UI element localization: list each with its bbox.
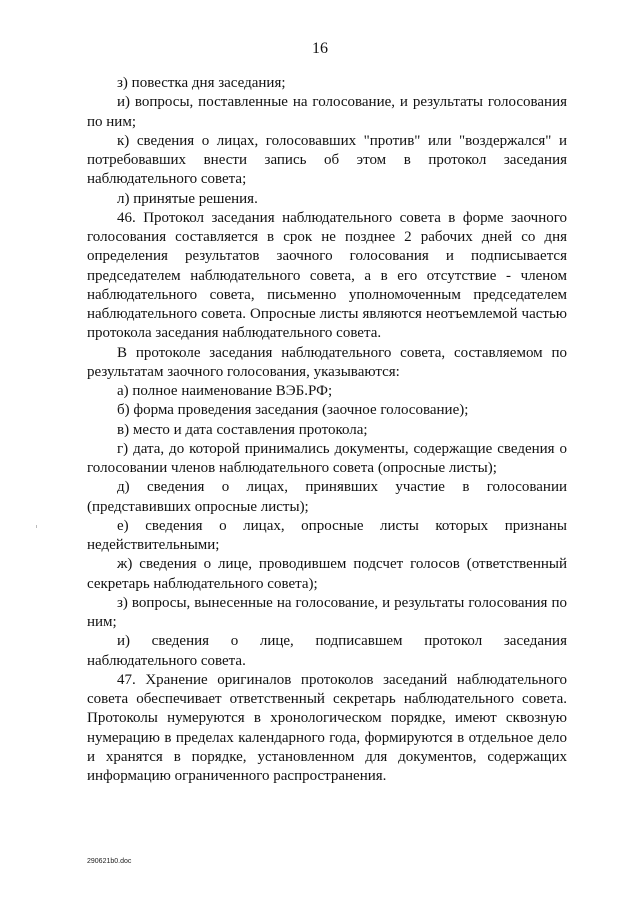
paragraph-46-absentee-protocol: 46. Протокол заседания наблюдательного совета в форме заочного голосования составляется в срок не позднее 2 рабочих дней со дня определения результатов заочного голосования и подписывается председателем наблюдательного совета, а в его отсутствие - членом наблюдательного совета, письменно уполномоченным председателем наблюдательного совета. Опросные листы являются неотъемлемой частью протокола заседания наблюдательного совета. <box>87 209 567 342</box>
paragraph-e-invalid-ballots: е) сведения о лицах, опросные листы которых признаны недействительными; <box>87 517 567 553</box>
paragraph-k-dissenting-members: к) сведения о лицах, голосовавших "против" или "воздержался" и потребовавших внести запись об этом в протокол заседания наблюдательного совета; <box>87 132 567 188</box>
paragraph-d-participants: д) сведения о лицах, принявших участие в голосовании (представивших опросные листы); <box>87 479 567 515</box>
paragraph-protocol-contents-intro: В протоколе заседания наблюдательного совета, составляемом по результатам заочного голосования, указываются: <box>87 344 567 380</box>
paragraph-z-agenda: з) повестка дня заседания; <box>117 75 286 91</box>
paragraph-g-deadline-date: г) дата, до которой принимались документы, содержащие сведения о голосовании членов наблюдательного совета (опросные листы); <box>87 440 567 476</box>
paragraph-zh-vote-counter: ж) сведения о лице, проводившем подсчет голосов (ответственный секретарь наблюдательного совета); <box>87 556 567 592</box>
paragraph-i-signatory: и) сведения о лице, подписавшем протокол заседания наблюдательного совета. <box>87 633 567 669</box>
paragraph-v-place-date: в) место и дата составления протокола; <box>117 421 368 438</box>
paragraph-i-voting-questions: и) вопросы, поставленные на голосование, и результаты голосования по ним; <box>87 94 567 130</box>
paragraph-l-decisions: л) принятые решения. <box>117 190 258 207</box>
document-code: 290621b0.doc <box>87 858 132 865</box>
paragraph-z-voting-results: з) вопросы, вынесенные на голосование, и результаты голосования по ним; <box>87 594 567 630</box>
page-number: 16 <box>312 40 328 57</box>
paragraph-a-full-name: а) полное наименование ВЭБ.РФ; <box>117 383 333 399</box>
paragraph-b-meeting-form: б) форма проведения заседания (заочное голосование); <box>117 402 469 419</box>
document-body <box>87 74 567 786</box>
scan-margin-mark <box>36 525 37 528</box>
paragraph-47-storage: 47. Хранение оригиналов протоколов заседаний наблюдательного совета обеспечивает ответственный секретарь наблюдательного совета. Протоколы нумеруются в хронологическом порядке, имеют сквозную нумерацию в пределах календарного года, формируются в отдельное дело и хранятся в порядке, установленном для документов, содержащих информацию ограниченного распространения. <box>87 671 567 784</box>
